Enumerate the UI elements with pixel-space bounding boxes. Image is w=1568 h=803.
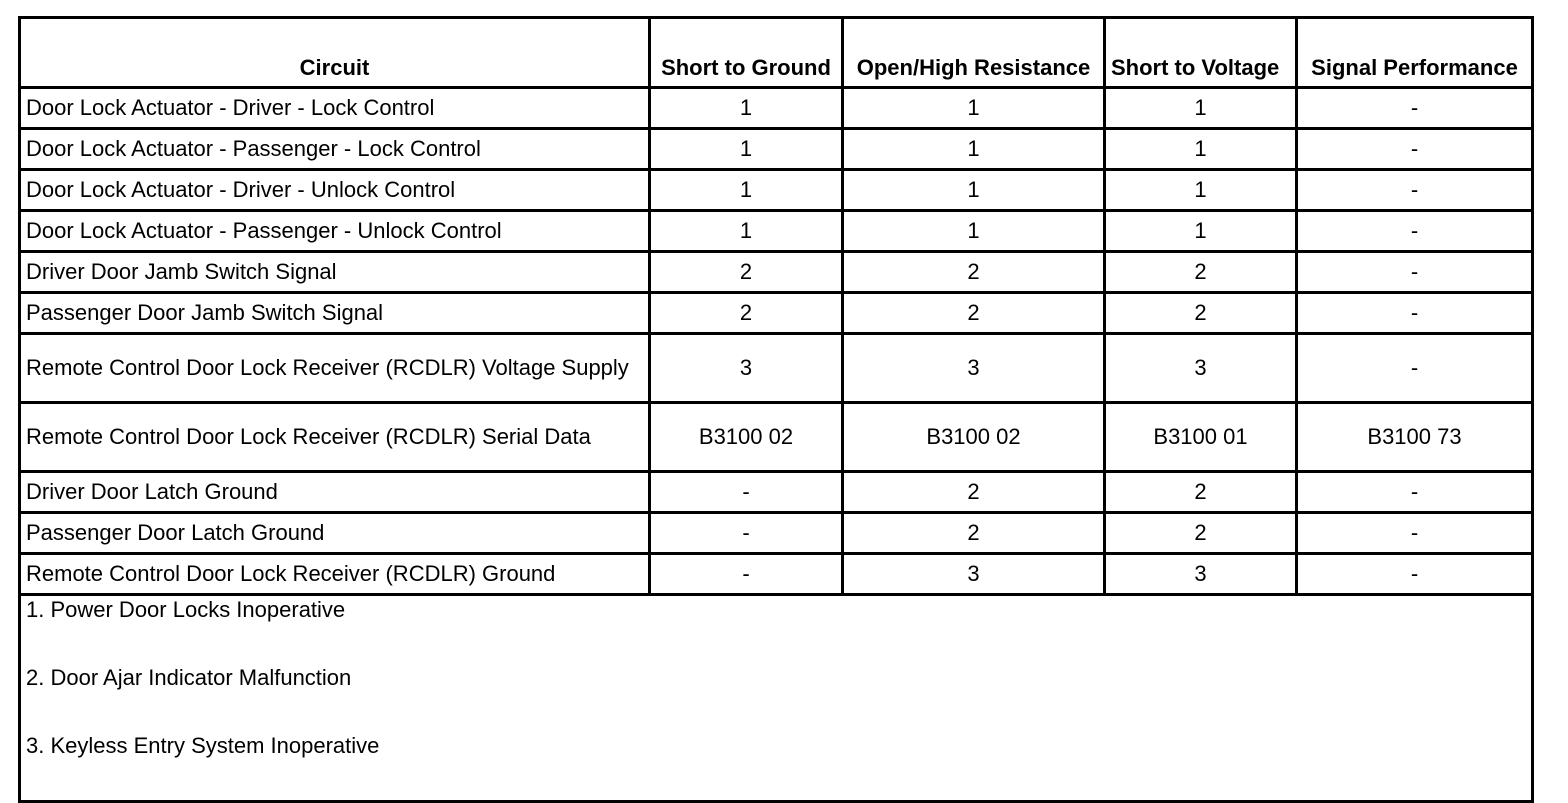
value-cell: 2 — [843, 252, 1105, 293]
table-row — [20, 170, 1533, 211]
value-cell: - — [1297, 472, 1533, 513]
table-row — [20, 252, 1533, 293]
value-cell: 2 — [1105, 513, 1297, 554]
table-row — [20, 129, 1533, 170]
circuit-name-cell: Passenger Door Jamb Switch Signal — [20, 293, 650, 334]
circuit-name-cell: Driver Door Jamb Switch Signal — [20, 252, 650, 293]
value-cell: 3 — [1105, 554, 1297, 595]
column-header: Circuit — [20, 18, 650, 88]
column-header: Open/High Resistance — [843, 18, 1105, 88]
value-cell: 3 — [1105, 334, 1297, 403]
value-cell: 1 — [1105, 88, 1297, 129]
column-header: Short to Voltage — [1105, 18, 1297, 88]
table-row — [20, 403, 1533, 472]
value-cell: - — [1297, 554, 1533, 595]
value-cell: 2 — [843, 293, 1105, 334]
value-cell: 1 — [843, 211, 1105, 252]
table-row — [20, 293, 1533, 334]
value-cell: 1 — [843, 88, 1105, 129]
footnotes-cell — [20, 595, 1533, 802]
value-cell: - — [650, 554, 843, 595]
value-cell: 3 — [843, 334, 1105, 403]
value-cell: B3100 02 — [843, 403, 1105, 472]
circuit-name-cell: Door Lock Actuator - Driver - Lock Control — [20, 88, 650, 129]
column-header: Signal Performance — [1297, 18, 1533, 88]
footnote: 1. Power Door Locks Inoperative — [26, 597, 346, 622]
value-cell: 1 — [650, 211, 843, 252]
value-cell: B3100 73 — [1297, 403, 1533, 472]
value-cell: 2 — [650, 293, 843, 334]
value-cell: 2 — [843, 472, 1105, 513]
circuit-name-cell: Remote Control Door Lock Receiver (RCDLR) Serial Data — [20, 403, 650, 472]
value-cell: - — [1297, 170, 1533, 211]
value-cell: - — [1297, 211, 1533, 252]
value-cell: 1 — [1105, 129, 1297, 170]
circuit-name-cell: Driver Door Latch Ground — [20, 472, 650, 513]
table-row — [20, 334, 1533, 403]
circuit-name-cell: Door Lock Actuator - Driver - Unlock Control — [20, 170, 650, 211]
value-cell: 1 — [650, 170, 843, 211]
value-cell: 1 — [650, 129, 843, 170]
table-header-row — [20, 18, 1533, 88]
table-row — [20, 211, 1533, 252]
table-row — [20, 554, 1533, 595]
table-row — [20, 513, 1533, 554]
circuit-name-cell: Remote Control Door Lock Receiver (RCDLR) Ground — [20, 554, 650, 595]
value-cell: 2 — [843, 513, 1105, 554]
value-cell: - — [1297, 513, 1533, 554]
value-cell: - — [650, 472, 843, 513]
document-page — [18, 16, 1534, 803]
circuit-name-cell: Passenger Door Latch Ground — [20, 513, 650, 554]
value-cell: 1 — [650, 88, 843, 129]
value-cell: B3100 01 — [1105, 403, 1297, 472]
column-header: Short to Ground — [650, 18, 843, 88]
table-body — [20, 88, 1533, 802]
table-row — [20, 472, 1533, 513]
value-cell: 3 — [843, 554, 1105, 595]
value-cell: - — [1297, 88, 1533, 129]
notes-row — [20, 595, 1533, 802]
circuit-name-cell: Remote Control Door Lock Receiver (RCDLR) Voltage Supply — [20, 334, 650, 403]
footnote: 3. Keyless Entry System Inoperative — [26, 733, 380, 758]
value-cell: - — [1297, 334, 1533, 403]
table-row — [20, 88, 1533, 129]
value-cell: 3 — [650, 334, 843, 403]
value-cell: - — [1297, 252, 1533, 293]
circuit-name-cell: Door Lock Actuator - Passenger - Lock Control — [20, 129, 650, 170]
value-cell: 2 — [650, 252, 843, 293]
value-cell: 1 — [1105, 170, 1297, 211]
value-cell: 2 — [1105, 472, 1297, 513]
value-cell: 1 — [843, 170, 1105, 211]
value-cell: 2 — [1105, 252, 1297, 293]
circuit-dtc-table — [18, 16, 1534, 803]
value-cell: 1 — [843, 129, 1105, 170]
circuit-name-cell: Door Lock Actuator - Passenger - Unlock Control — [20, 211, 650, 252]
value-cell: - — [650, 513, 843, 554]
value-cell: 2 — [1105, 293, 1297, 334]
value-cell: - — [1297, 129, 1533, 170]
value-cell: 1 — [1105, 211, 1297, 252]
value-cell: - — [1297, 293, 1533, 334]
value-cell: B3100 02 — [650, 403, 843, 472]
footnote: 2. Door Ajar Indicator Malfunction — [26, 665, 352, 690]
